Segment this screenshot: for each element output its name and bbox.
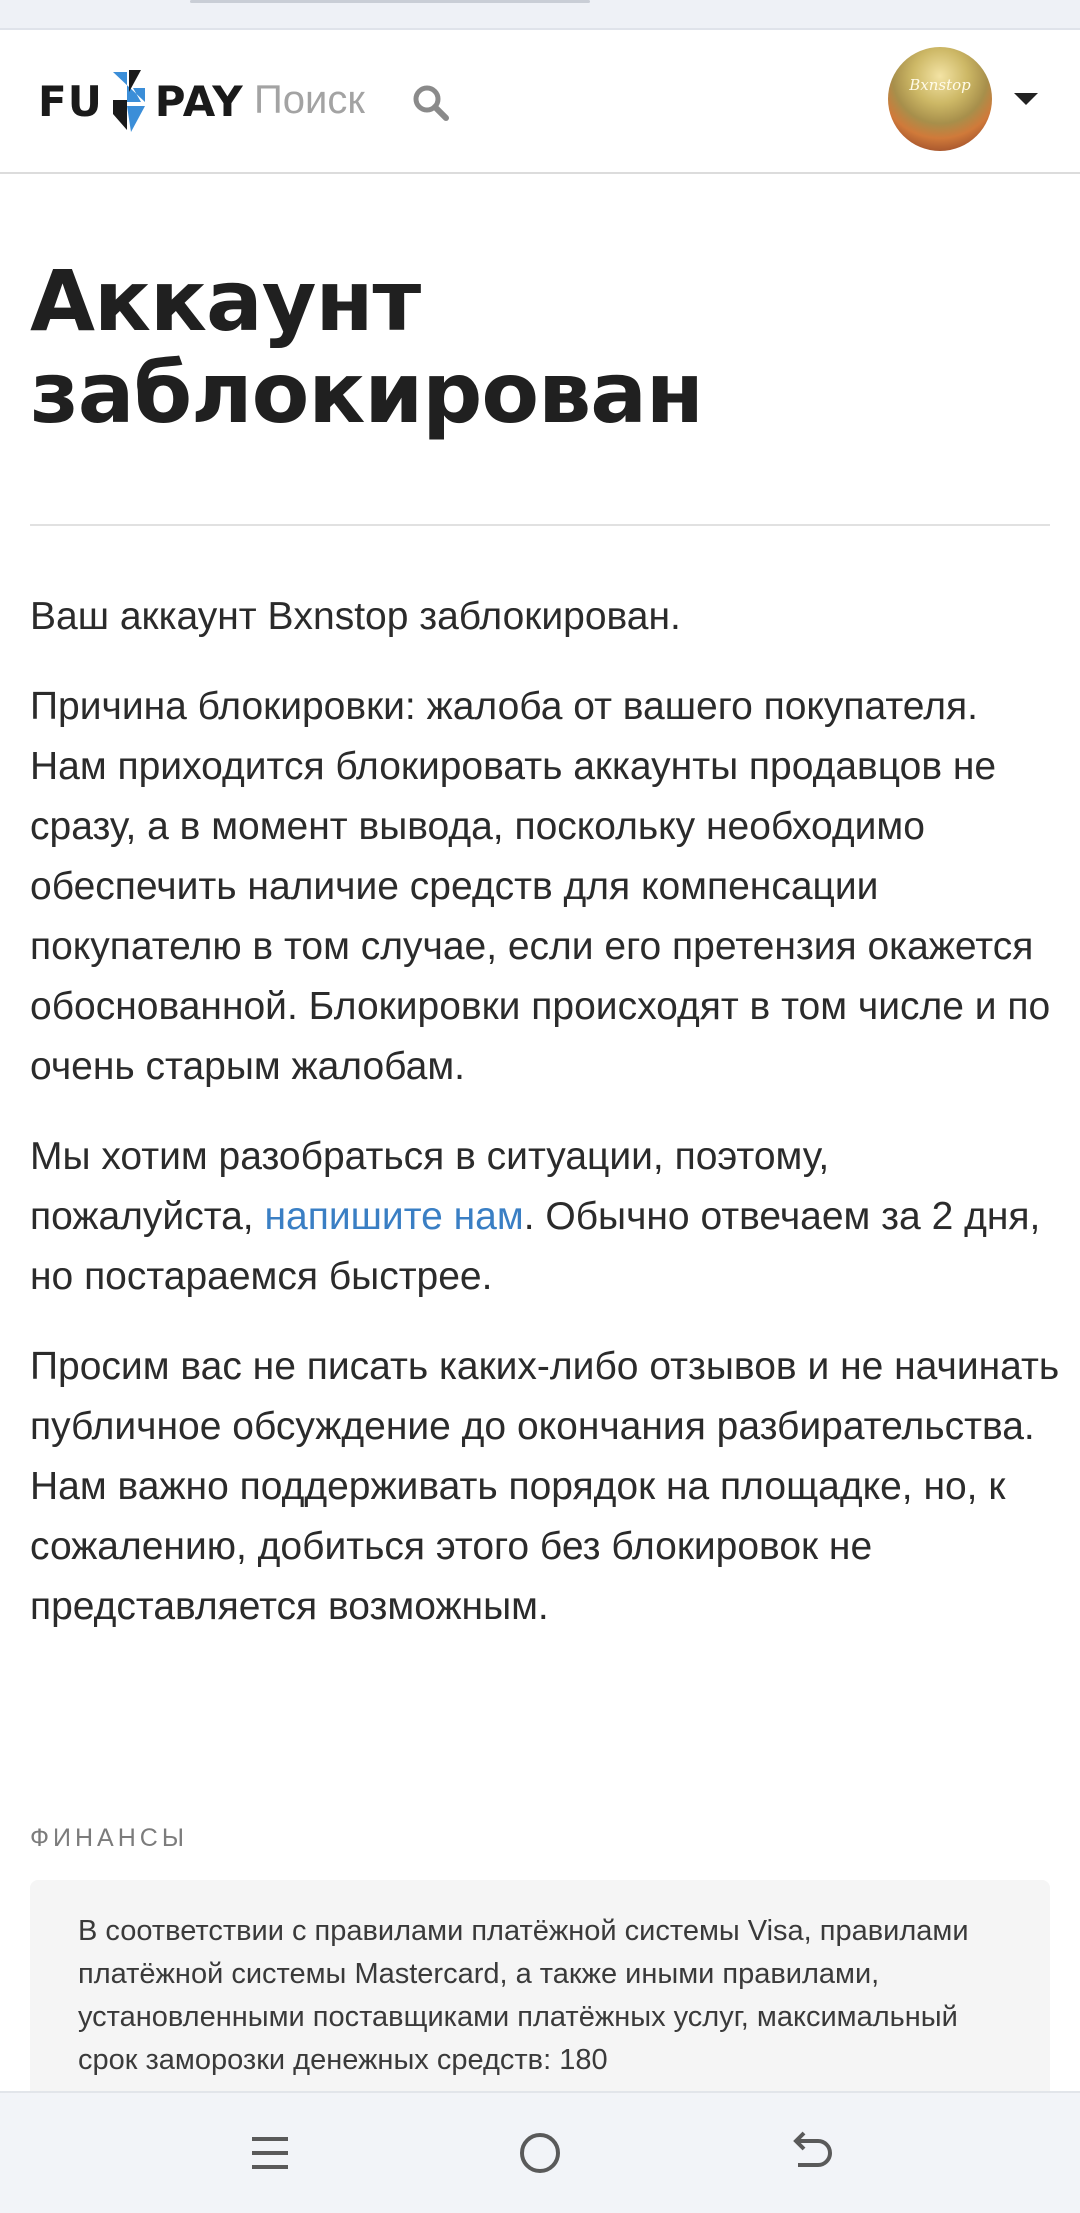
finance-section-label: ФИНАНСЫ [30,1824,188,1852]
avatar-text: Bxnstop [909,76,971,94]
divider [30,524,1050,526]
logo-text-right: PAY [154,76,244,126]
contact-us-link[interactable]: напишите нам [264,1195,524,1238]
chevron-down-icon[interactable] [1014,93,1038,105]
page-title [30,252,703,442]
system-nav-bar [0,2091,1080,2213]
search-link[interactable]: Поиск [254,77,365,122]
contact-text-after: . Обычно отвечаем за 2 дня, но постараемся быстрее. [30,1195,1041,1298]
title-line-2: заблокирован [30,344,703,442]
title-line-1: Аккаунт [30,252,421,350]
account-blocked-text: Ваш аккаунт Bxnstop заблокирован. [30,595,681,638]
logo-arrows-icon [105,66,153,136]
back-icon[interactable] [780,2123,840,2183]
site-header [0,30,1080,174]
search-icon[interactable] [410,82,452,124]
user-avatar[interactable] [888,47,992,151]
menu-icon[interactable] [240,2123,300,2183]
block-reason-text: Причина блокировки: жалоба от вашего покупателя. Нам приходится блокировать аккаунты продавцов не сразу, а в момент вывода, поскольку необходимо обеспечить наличие средств для компенсации покупателю в том случае, если его претензия окажется обоснованной. Блокировки происходят в том числе и по очень старым жалобам. [30,685,1051,1088]
contact-text-before: Мы хотим разобраться в ситуации, поэтому, пожалуйста, [30,1135,830,1238]
request-paragraph: Просим вас не писать каких-либо отзывов и не начинать публичное обсуждение до окончания разбирательства. Нам важно поддерживать порядок на площадке, но, к сожалению, добиться этого без блокировок не представляется возможным. [30,1345,1060,1628]
status-strip [0,0,1080,30]
logo-text-left: FU [38,76,103,126]
block-message [30,587,1060,1667]
funpay-logo[interactable] [38,66,244,136]
url-pill [190,0,590,3]
home-icon[interactable] [510,2123,570,2183]
finance-text: В соответствии с правилами платёжной системы Visa, правилами платёжной системы Mastercard, а также иными правилами, установленными поставщиками платёжных услуг, максимальный срок заморозки денежных средств: 180 [78,1915,969,2076]
contact-paragraph [30,1127,1060,1307]
